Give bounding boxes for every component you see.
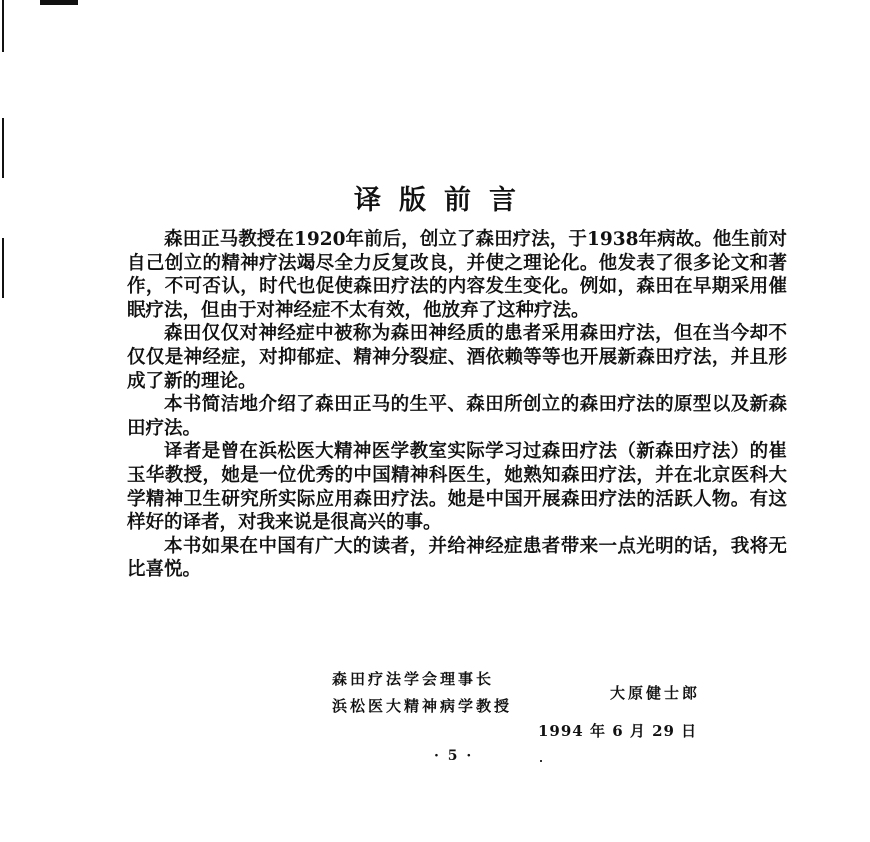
scan-speck [540, 760, 542, 762]
page-title: 译版前言 [354, 185, 534, 216]
signature-title-2: 浜松医大精神病学教授 [332, 697, 513, 715]
scan-edge-mark-3 [2, 238, 4, 298]
scan-top-mark [40, 0, 78, 5]
scan-edge-mark-2 [2, 118, 4, 178]
paragraph-2: 森田仅仅对神经症中被称为森田神经质的患者采用森田疗法，但在当今却不仅仅是神经症，对抑郁症、精神分裂症、酒依赖等等也开展新森田疗法，并且形成了新的理论。 [127, 323, 787, 392]
signature-name: 大原健士郎 [610, 684, 701, 702]
paragraph-3: 本书简洁地介绍了森田正马的生平、森田所创立的森田疗法的原型以及新森田疗法。 [127, 394, 787, 439]
scan-edge-mark-1 [2, 0, 4, 52]
page-number: · 5 · [434, 748, 474, 764]
signature-date: 1994 年 6 月 29 日 [538, 722, 698, 740]
signature-title-1: 森田疗法学会理事长 [332, 670, 495, 688]
paragraph-5: 本书如果在中国有广大的读者，并给神经症患者带来一点光明的话，我将无比喜悦。 [127, 535, 787, 581]
preface-body [127, 228, 787, 582]
paragraph-4: 译者是曾在浜松医大精神医学教室实际学习过森田疗法（新森田疗法）的崔玉华教授，她是一位优秀的中国精神科医生，她熟知森田疗法，并在北京医科大学精神卫生研究所实际应用森田疗法。她是中国开展森田疗法的活跃人物。有这样好的译者，对我来说是很高兴的事。 [127, 441, 787, 534]
paragraph-1: 森田正马教授在1920年前后，创立了森田疗法，于1938年病故。他生前对自己创立的精神疗法竭尽全力反复改良，并使之理论化。他发表了很多论文和著作，不可否认，时代也促使森田疗法的内容发生变化。例如，森田在早期采用催眠疗法，但由于对神经症不太有效，他放弃了这种疗法。 [127, 229, 787, 321]
